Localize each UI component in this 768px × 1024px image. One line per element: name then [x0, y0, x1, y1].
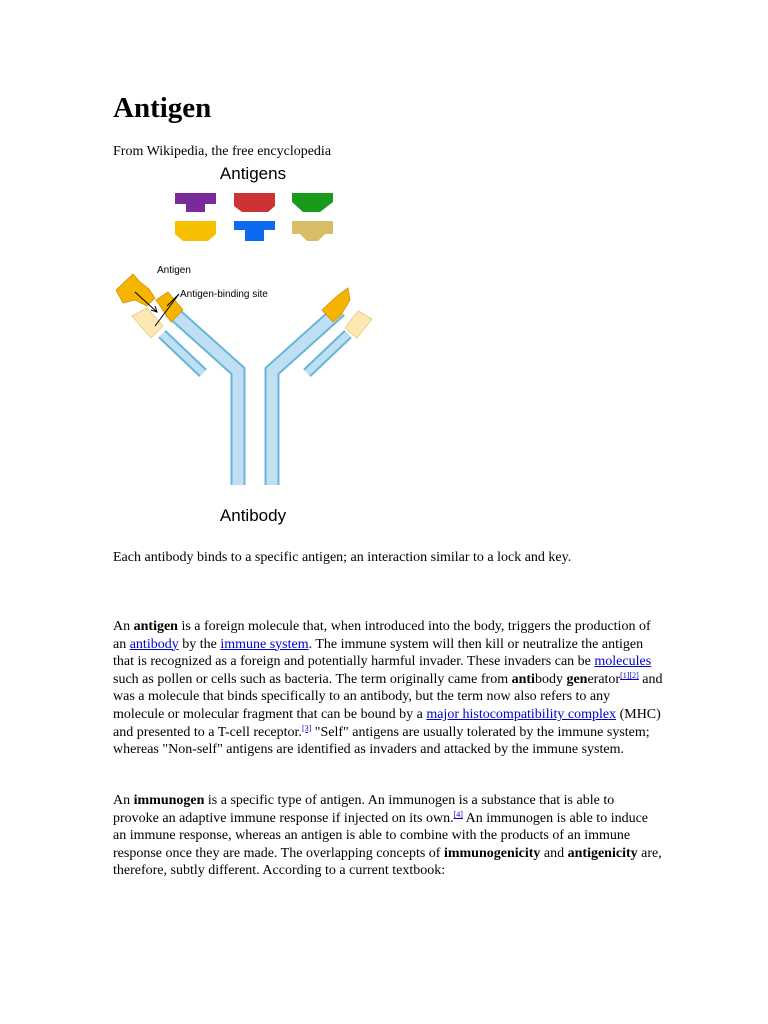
label-binding-site: Antigen-binding site — [180, 289, 268, 300]
bound-antigen — [116, 274, 155, 306]
p1-text-4: . The immune system will then kill or neutralize the antigen that is recognized as a foreign and potentially harmful invader. These invaders can be — [113, 636, 644, 670]
binding-regions — [116, 274, 372, 338]
figure-heading: Antigens — [219, 164, 287, 183]
p1-text-9: (MHC) and presented to a T-cell receptor. — [113, 706, 661, 740]
p2-text-5: are, therefore, subtly different. According to a current textbook: — [113, 845, 662, 879]
antigen-shape-tan — [292, 221, 333, 241]
p2-text-3: An immunogen is able to induce an immune response, whereas an antigen is able to combine with the products of an immune response once they are made. The overlapping concepts of — [113, 810, 649, 861]
antibody-heavy-chain-right-core — [272, 310, 340, 485]
p2-text-1: An — [113, 793, 134, 808]
label-antigen: Antigen — [157, 265, 191, 276]
p1-text-3: by the — [178, 636, 221, 652]
antigen-shape-yellow — [175, 221, 216, 241]
page-title: Antigen — [113, 92, 212, 124]
antigen-legend — [175, 193, 333, 241]
light-chain-tip-right — [345, 311, 372, 338]
page-tagline: From Wikipedia, the free encyclopedia — [113, 144, 332, 159]
p1-text-8: and was a molecule that binds specifically to an antibody, but the term now also refers to any molecule or molecular fragment that can be bound by a — [113, 671, 663, 722]
term-immunogen: immunogen — [133, 793, 205, 808]
term-gen: gen — [566, 671, 588, 687]
term-antigen: antigen — [133, 619, 178, 634]
p1-text-1: An — [113, 619, 134, 634]
link-mhc[interactable]: major histocompatibility complex — [426, 706, 617, 722]
p1-text-5: such as pollen or cells such as bacteria. The term originally came from — [113, 671, 512, 687]
reference-4[interactable]: [4] — [453, 809, 463, 819]
paragraph-antigen-definition — [113, 618, 663, 759]
reference-3[interactable]: [3] — [301, 723, 312, 733]
p1-text-7: erator — [587, 671, 621, 687]
antibody-diagram — [105, 160, 395, 530]
term-anti: anti — [511, 671, 535, 687]
p1-text-6: body — [534, 671, 567, 687]
p1-text-10: "Self" antigens are usually tolerated by the immune system; whereas "Non-self" antigens are identified as invaders and attacked by the immune system. — [113, 724, 650, 758]
link-immune-system[interactable]: immune system — [220, 636, 309, 652]
term-immunogenicity: immunogenicity — [443, 845, 541, 861]
light-chain-tip-left — [132, 308, 163, 338]
antigen-shape-blue — [234, 221, 275, 241]
p2-text-2: is a specific type of antigen. An immunogen is a substance that is able to provoke an adaptive immune response if injected on its own. — [113, 793, 615, 826]
antigen-shape-red — [234, 193, 275, 212]
figure-caption: Each antibody binds to a specific antigen; an interaction similar to a lock and key. — [113, 550, 572, 565]
reference-1-2[interactable]: [1][2] — [620, 670, 639, 680]
p2-text-4: and — [540, 845, 568, 861]
antibody-shape — [162, 310, 348, 485]
link-molecules[interactable]: molecules — [594, 654, 652, 670]
link-antibody[interactable]: antibody — [129, 636, 179, 652]
antigen-shape-purple — [175, 193, 216, 212]
p1-text-2: is a foreign molecule that, when introduced into the body, triggers the production of an — [113, 619, 651, 652]
term-antigenicity: antigenicity — [567, 845, 638, 861]
paragraph-immunogen — [113, 792, 663, 880]
antibody-heavy-chain-left-core — [170, 310, 238, 485]
figure-label-antibody: Antibody — [219, 506, 287, 525]
antigen-shape-green — [292, 193, 333, 212]
